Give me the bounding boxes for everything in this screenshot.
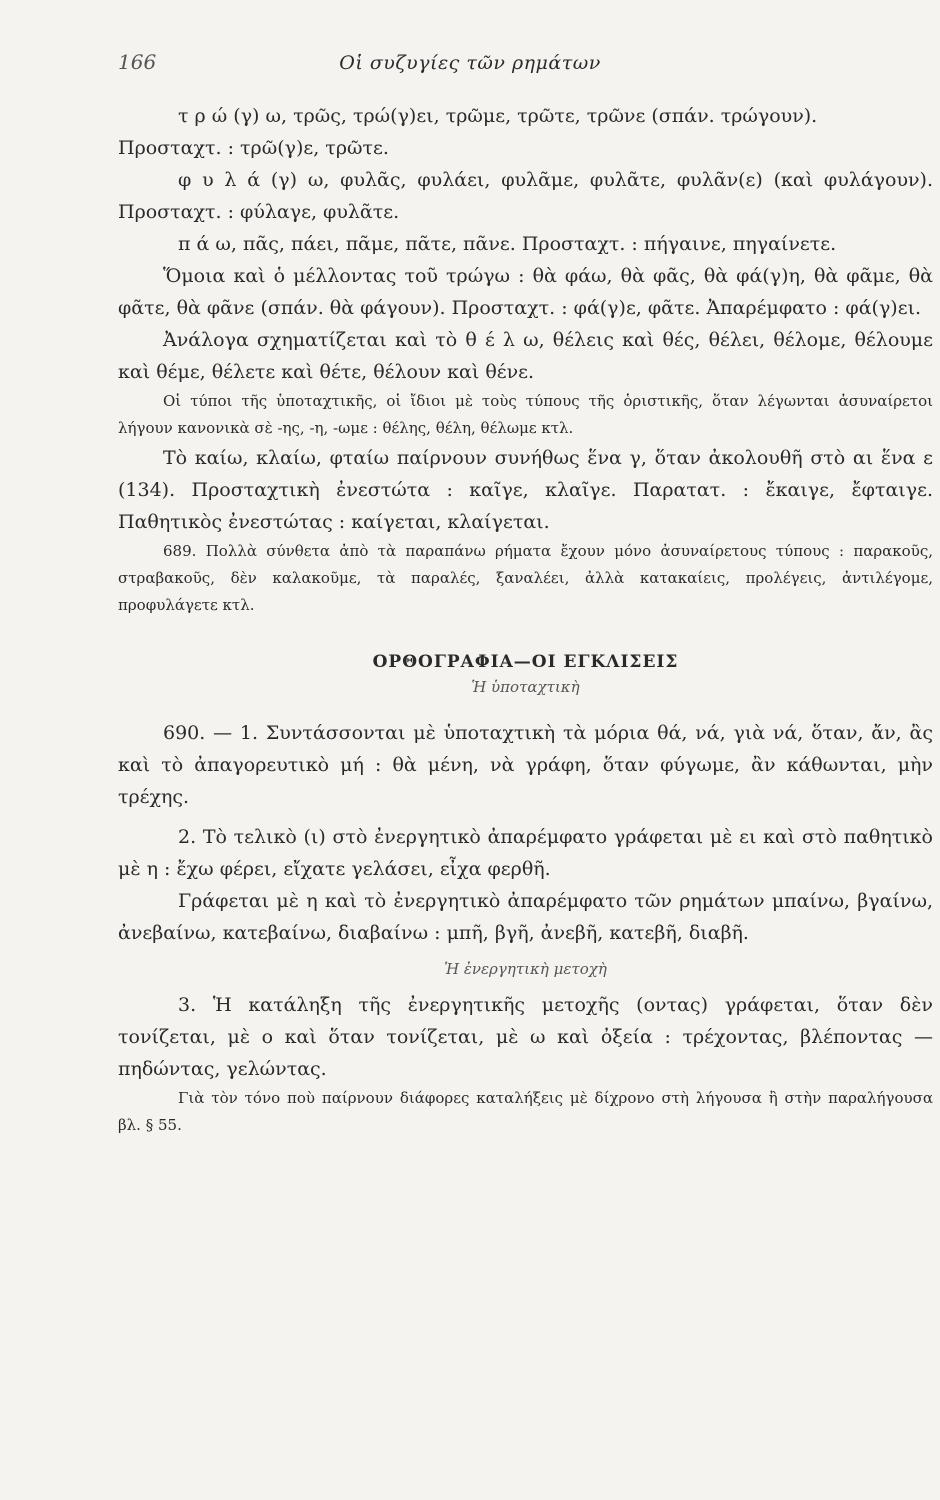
- running-title: Οἱ συζυγίες τῶν ρημάτων: [339, 52, 601, 74]
- page-number: 166: [118, 50, 157, 74]
- text-line: Ἀνάλογα σχηματίζεται καὶ τὸ θ έ λ ω, θέλεις καὶ θές, θέλει, θέλομε, θέλουμε καὶ θέμε, θέλετε καὶ θέτε, θέλουν καὶ θένε.: [118, 329, 933, 383]
- paragraph-690-2: 2. Τὸ τελικὸ (ι) στὸ ἐνεργητικὸ ἀπαρέμφατο γράφεται μὲ ει καὶ στὸ παθητικὸ μὲ η : ἔχω φέρει, εἴχατε γελάσει, εἶχα φερθῆ.: [118, 826, 933, 880]
- paragraph-689: 689. Πολλὰ σύνθετα ἀπὸ τὰ παραπάνω ρήματα ἔχουν μόνο ἀσυναίρετους τύπους : παρακοῦς, στραβακοῦς, δὲν καλακοῦμε, τὰ παραλές, ξαναλέει, ἀλλὰ κατακαίεις, προλέγεις, ἀντιλέγομε, προφυλάγετε κτλ.: [118, 542, 933, 614]
- text-line: φ υ λ ά (γ) ω, φυλᾶς, φυλάει, φυλᾶμε, φυλᾶτε, φυλᾶν(ε) (καὶ φυλάγουν). Προσταχτ. : φύλαγε, φυλᾶτε.: [118, 169, 933, 223]
- subsection-title: Ἡ ἐνεργητικὴ μετοχὴ: [444, 960, 607, 978]
- text-line: Τὸ καίω, κλαίω, φταίω παίρνουν συνήθως ἕνα γ, ὅταν ἀκολουθῆ στὸ αι ἕνα ε (134). Προσταχτικὴ ἐνεστώτα : καῖγε, κλαῖγε. Παρατατ. : ἔκαιγε, ἔφταιγε. Παθητικὸς ἐνεστώτας : καίγεται, κλαίγεται.: [118, 447, 933, 533]
- note-line: Οἱ τύποι τῆς ὑποταχτικῆς, οἱ ἴδιοι μὲ τοὺς τύπους τῆς ὁριστικῆς, ὅταν λέγωνται ἀσυναίρετοι λήγουν κανονικὰ σὲ -ης, -η, -ωμε : θέλης, θέλη, θέλωμε κτλ.: [118, 392, 933, 437]
- paragraph-690-1: 690. — 1. Συντάσσονται μὲ ὑποταχτικὴ τὰ μόρια θά, νά, γιὰ νά, ὅταν, ἄν, ἂς καὶ τὸ ἀπαγορευτικὸ μή : θὰ μένη, νὰ γράφη, ὅταν φύγωμε, ἂν κάθωνται, μὴν τρέχης.: [118, 722, 933, 808]
- note-line: Γιὰ τὸν τόνο ποὺ παίρνουν διάφορες καταλήξεις μὲ δίχρονο στὴ λήγουσα ἢ στὴν παραλήγουσα βλ. § 55.: [118, 1089, 933, 1134]
- text-line: Γράφεται μὲ η καὶ τὸ ἐνεργητικὸ ἀπαρέμφατο τῶν ρημάτων μπαίνω, βγαίνω, ἀνεβαίνω, κατεβαίνω, διαβαίνω : μπῆ, βγῆ, ἀνεβῆ, κατεβῆ, διαβῆ.: [118, 890, 933, 944]
- paragraph-690-3: 3. Ἡ κατάληξη τῆς ἐνεργητικῆς μετοχῆς (οντας) γράφεται, ὅταν δὲν τονίζεται, μὲ ο καὶ ὅταν τονίζεται, μὲ ω καὶ ὀξεία : τρέχοντας, βλέποντας — πηδώντας, γελώντας.: [118, 994, 933, 1080]
- text-line: Ὅμοια καὶ ὁ μέλλοντας τοῦ τρώγω : θὰ φάω, θὰ φᾶς, θὰ φά(γ)η, θὰ φᾶμε, θὰ φᾶτε, θὰ φᾶνε (σπάν. θὰ φάγουν). Προσταχτ. : φά(γ)ε, φᾶτε. Ἀπαρέμφατο : φά(γ)ει.: [118, 265, 933, 319]
- subsection-title: Ἡ ὑποταχτικὴ: [471, 678, 580, 696]
- page-body: [118, 100, 933, 1139]
- page-header: [0, 50, 940, 80]
- text-line: Προσταχτ. : τρῶ(γ)ε, τρῶτε.: [118, 137, 389, 159]
- text-line: π ά ω, πᾶς, πάει, πᾶμε, πᾶτε, πᾶνε. Προσταχτ. : πήγαινε, πηγαίνετε.: [178, 233, 837, 255]
- section-title: ΟΡΘΟΓΡΑΦΙΑ—ΟΙ ΕΓΚΛΙΣΕΙΣ: [372, 652, 679, 672]
- text-line: τ ρ ώ (γ) ω, τρῶς, τρώ(γ)ει, τρῶμε, τρῶτε, τρῶνε (σπάν. τρώγουν).: [178, 105, 818, 127]
